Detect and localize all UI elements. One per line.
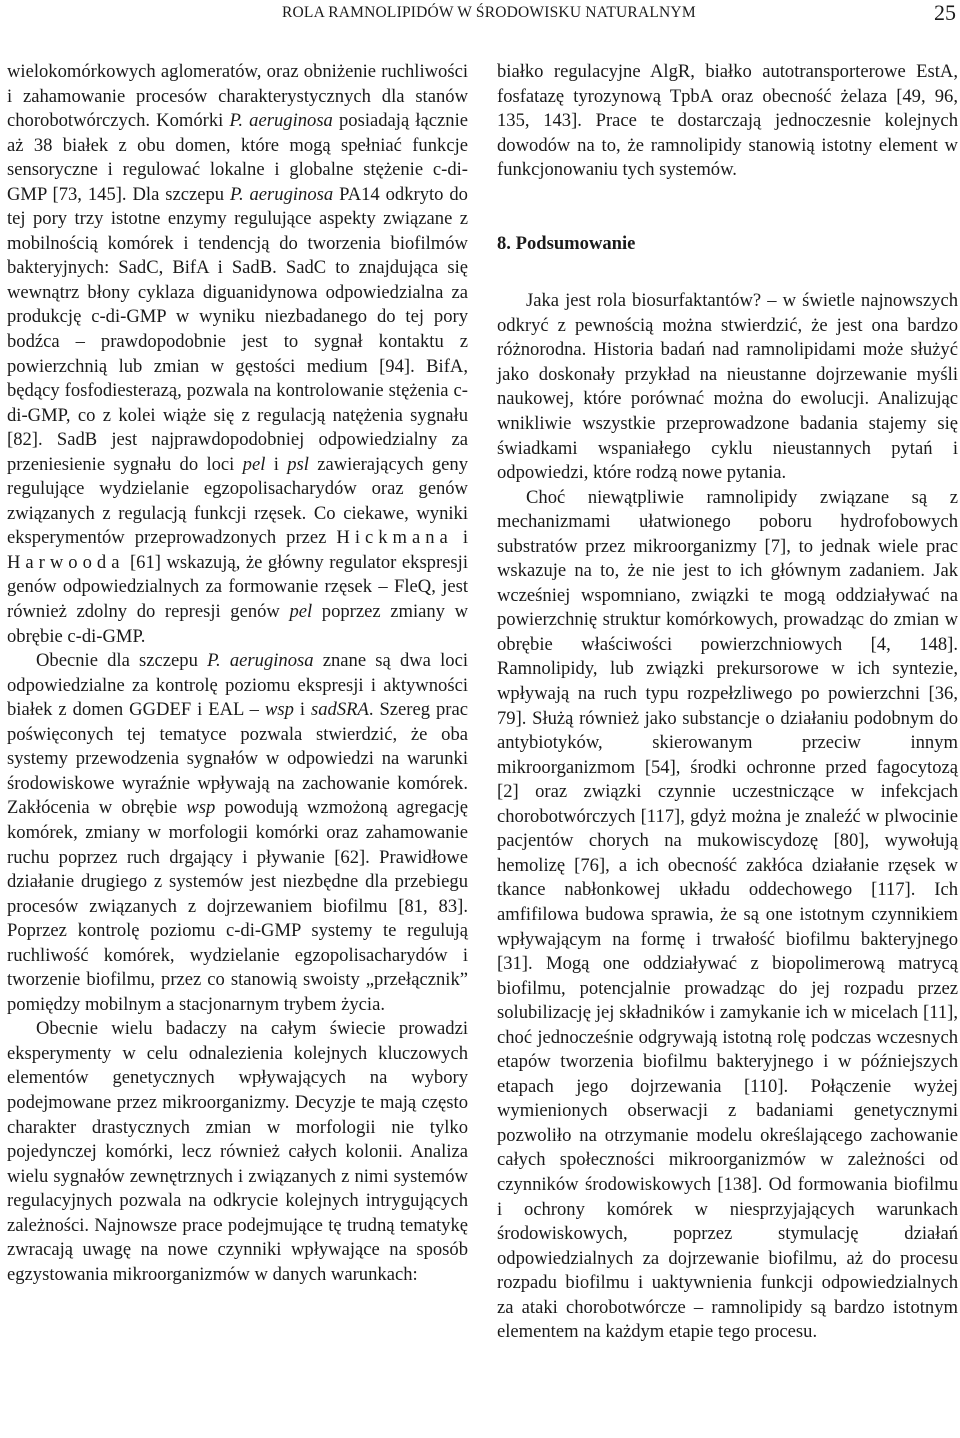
italic-term: P. aeruginosa (207, 650, 314, 672)
body-paragraph: wielokomórkowych aglomeratów, oraz obniżenie ruchliwości i zahamowanie procesów charakterystycznych dla stanów chorobotwórczych. Komórki P. aeruginosa posiadają łącznie aż 38 białek z obu domen, które mogą spełniać funkcje sensoryczne i regulować lokalne i globalne stężenie c-di-GMP [73, 145]. Dla szczepu P. aeruginosa PA14 odkryto do tej pory trzy istotne enzymy regulujące aspekty związane z mobilnością komórek i tendencją do tworzenia biofilmów bakteryjnych: SadC, BifA i SadB. SadC to znajdująca się wewnątrz błony cyklaza diguanidynowa odpowiedzialna za produkcję c-di-GMP w wyniku niezbadanego do tej pory bodźca – prawdopodobnie jest to sygnał kontaktu z powierzchnią lub zmian w gęstości medium [94]. BifA, będący fosfodiesterazą, pozwala na kontrolowanie stężenia c-di-GMP, co z kolei wiąże się z regulacją natężenia sygnału [82]. SadB jest najprawdopodobniej odpowiedzialny za przeniesienie sygnału do loci pel i psl zawierających geny regulujące wydzielanie egzopolisacharydów oraz genów związanych z regulacją funkcji rzęsek. Co ciekawe, wyniki eksperymentów przeprowadzonych przez Hickmana i Harwooda [61] wskazują, że główny regulator ekspresji genów odpowiedzialnych za formowanie rzęsek – FleQ, jest również zdolny do represji genów pel poprzez zmiany w obrębie c-di-GMP. (7, 61, 468, 647)
left-column (7, 60, 468, 1287)
section-heading: 8. Podsumowanie (497, 232, 636, 254)
body-paragraph: Choć niewątpliwie ramnolipidy związane są z mechanizmami ułatwionego poboru hydrofobowych substratów przez mikroorganizmy [7], to jednak wiele prac wskazuje na to, że nie jest to ich głównym zadaniem. Jak wcześniej wspomniano, związki te mogą oddziaływać na powierzchnię struktur komórkowych, prowadząc do zmian w obrębie właściwości powierzchniowych [4, 148]. Ramnolipidy, lub związki prekursorowe w ich syntezie, wpływają na ruch typu rozpełzliwego po powierzchni [36, 79]. Służą również jako substancje o działaniu podobnym do antybiotyków, skierowanym przeciw innym mikroorganizmom [54], środki ochronne przed fagocytozą [2] oraz związki czynnie uczestniczące w infekcjach chorobotwórczych [117], gdyż można je znaleźć w plwocinie pacjentów chorych na mukowiscydozę [80], wywołują hemolizę [76], a ich obecność zakłóca działanie rzęsek w tkance nabłonkowej układu oddechowego [117]. Ich amfifilowa budowa sprawia, że są one istotnym czynnikiem wpływającym na formę i trwałość biofilmu bakteryjnego [31]. Mogą one oddziaływać z biopolimerową matrycą biofilmu, potencjalnie prowadząc do jej rozpadu przez solubilizację jej składników i zamykanie ich w micelach [11], choć jednocześnie odgrywają istotną rolę podczas wczesnych etapów tworzenia biofilmu bakteryjnego i w późniejszych etapach jego dojrzewania [110]. Połączenie wyżej wymienionych obserwacji z badaniami genetycznymi pozwoliło na otrzymanie modelu określającego zachowanie całych społeczności mikroorganizmów w zależności od czynników środowiskowych [138]. Od formowania biofilmu i ochrony komórek w niesprzyjających warunkach środowiskowych, poprzez stymulację działań odpowiedzialnych za dojrzewanie biofilmu, aż do procesu rozpadu biofilmu i uaktywnienia funkcji odpowiedzialnych za ataki chorobotwórcze – ramnolipidy są bardzo istotnym elementem na każdym etapie tego procesu. (497, 486, 958, 1343)
author-name: Hickmana (336, 527, 453, 549)
running-title: ROLA RAMNOLIPIDÓW W ŚRODOWISKU NATURALNYM (282, 4, 696, 21)
body-paragraph: białko regulacyjne AlgR, białko autotransporterowe EstA, fosfatazę tyrozynową TpbA oraz obecność żelaza [49, 96, 135, 143]. Prace te dostarczają jednoczesnie kolejnych dowodów na to, że ramnolipidy stanowią istotny element w funkcjonowaniu tych systemów. (497, 61, 958, 181)
body-paragraph: Obecnie wielu badaczy na całym świecie prowadzi eksperymenty w celu odnalezienia kolejnych kluczowych elementów genetycznych wpływających na wybory podejmowane przez mikroorganizmy. Decyzje te mają często charakter drastycznych zmian w morfologii nie tylko pojedynczej komórki, lecz również całych kolonii. Analiza wielu sygnałów zewnętrznych i związanych z nimi systemów regulacyjnych pozwala na odkrycie kolejnych intrygujących zależności. Najnowsze prace podejmujące tę trudną tematykę zwracają uwagę na nowe czynniki wpływające na sposób egzystowania mikroorganizmów w danych warunkach: (7, 1018, 468, 1285)
italic-term: pel (289, 601, 313, 623)
author-name: Harwooda (7, 551, 125, 573)
italic-term: sadSRA (311, 699, 369, 721)
right-column (497, 60, 958, 1345)
body-paragraph: Jaka jest rola biosurfaktantów? – w świetle najnowszych odkryć z pewnością można stwierdzić, że jest ona bardzo różnorodna. Historia badań nad ramnolipidami może służyć jako doskonały przykład na nieustanne dojrzewanie myśli naukowej, które porównać można do ewolucji. Analizując wnikliwie wszystkie przeprowadzone badania stajemy się świadkami wspaniałego cyklu nieustannych pytań i odpowiedzi, które rodzą nowe pytania. (497, 290, 958, 484)
running-header (0, 0, 960, 36)
body-paragraph: Obecnie dla szczepu P. aeruginosa znane są dwa loci odpowiedzialne za kontrolę poziomu ekspresji i aktywności białek z domen GGDEF i EAL – wsp i sadSRA. Szereg prac poświęconych tej tematyce pozwala stwierdzić, że oba systemy przewodzenia sygnałów w odpowiedzi na warunki środowiskowe wyraźnie wpływają na zachowanie komórek. Zakłócenia w obrębie wsp powodują wzmożoną agregację komórek, zmiany w morfologii komórki oraz zahamowanie ruchu poprzez ruch drgający i pływanie [62]. Prawidłowe działanie drugiego z systemów jest niezbędne dla przebiegu procesów związanych z dojrzewaniem biofilmu [81, 83]. Poprzez kontrolę poziomu c-di-GMP systemy te regulują ruchliwość komórek, wydzielanie egzopolisacharydów i tworzenie biofilmu, przez co stanowią swoisty „przełącznik” pomiędzy mobilnym a stacjonarnym trybem życia. (7, 650, 469, 1015)
italic-term: psl (287, 453, 309, 475)
italic-term: P. aeruginosa (229, 110, 333, 132)
page-number: 25 (934, 0, 956, 25)
italic-term: wsp (186, 797, 216, 819)
italic-term: wsp (264, 699, 294, 721)
italic-term: P. aeruginosa (229, 183, 334, 205)
italic-term: pel (242, 453, 266, 475)
